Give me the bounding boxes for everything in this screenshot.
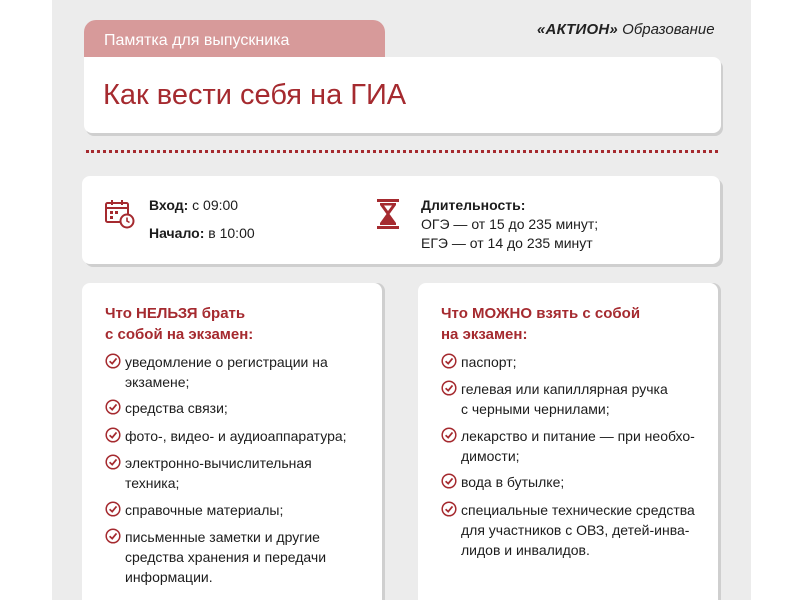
item-line: лекарство и питание — при необхо- <box>461 428 695 444</box>
item-line: с черными чернилами; <box>461 401 610 417</box>
page-title: Как вести себя на ГИА <box>103 79 407 111</box>
list-item <box>105 453 380 493</box>
entry-value: с 09:00 <box>192 197 239 213</box>
start-line <box>149 223 255 243</box>
check-circle-icon <box>105 353 121 369</box>
list-item-text <box>125 426 380 446</box>
item-line: письменные заметки и другие <box>125 529 320 545</box>
duration-ege: ЕГЭ — от 14 до 235 минут <box>421 235 593 251</box>
list-item <box>105 398 380 418</box>
brand <box>537 21 715 39</box>
item-line: вода в бутылке; <box>461 474 565 490</box>
item-line: фото-, видео- и аудиоаппаратура; <box>125 428 347 444</box>
title-card <box>84 57 721 133</box>
check-circle-icon <box>105 399 121 415</box>
item-line: паспорт; <box>461 354 517 370</box>
list-item-text <box>461 500 716 560</box>
brand-logo: «АКТИОН» <box>537 21 618 38</box>
duration-oge: ОГЭ — от 15 до 235 минут; <box>421 216 599 232</box>
start-value: в 10:00 <box>208 225 255 241</box>
list-item <box>441 379 716 419</box>
item-line: димости; <box>461 448 520 464</box>
list-item-text <box>461 352 716 372</box>
list-item <box>105 426 380 446</box>
heading-line: с собой на экзамен: <box>105 326 254 343</box>
list-item <box>441 426 716 466</box>
heading-line: Что МОЖНО взять с собой <box>441 305 641 322</box>
forbidden-heading <box>105 303 375 345</box>
entry-line <box>149 195 238 215</box>
item-line: справочные материалы; <box>125 502 284 518</box>
item-line: техника; <box>125 475 180 491</box>
item-line: специальные технические средства <box>461 502 695 518</box>
list-item-text <box>461 472 716 492</box>
list-item <box>105 527 380 587</box>
memo-tag: Памятка для выпускника <box>84 20 385 58</box>
list-item <box>105 500 380 520</box>
list-item <box>441 352 716 372</box>
item-line: уведомление о регистрации на <box>125 354 328 370</box>
list-item-text <box>461 426 716 466</box>
list-item-text <box>461 379 716 419</box>
heading-line: на экзамен: <box>441 326 528 343</box>
item-line: экзамене; <box>125 374 190 390</box>
check-circle-icon <box>105 501 121 517</box>
schedule-card <box>82 176 720 264</box>
check-circle-icon <box>105 528 121 544</box>
check-circle-icon <box>105 427 121 443</box>
list-item <box>441 472 716 492</box>
list-item <box>105 352 380 392</box>
item-line: средства хранения и передачи <box>125 549 327 565</box>
forbidden-card <box>82 283 382 600</box>
calendar-clock-icon <box>104 198 136 230</box>
item-line: гелевая или капиллярная ручка <box>461 381 668 397</box>
item-line: электронно-вычислительная <box>125 455 312 471</box>
duration-line <box>421 195 525 215</box>
list-item <box>441 500 716 560</box>
list-item-text <box>125 352 380 392</box>
item-line: для участников с ОВЗ, детей-инва- <box>461 522 690 538</box>
start-label: Начало: <box>149 225 205 241</box>
check-circle-icon <box>105 454 121 470</box>
heading-line: Что НЕЛЬЗЯ брать <box>105 305 246 322</box>
list-item-text <box>125 500 380 520</box>
item-line: средства связи; <box>125 400 228 416</box>
check-circle-icon <box>441 353 457 369</box>
item-line: информации. <box>125 569 213 585</box>
duration-label: Длительность: <box>421 197 526 213</box>
list-item-text <box>125 527 380 587</box>
check-circle-icon <box>441 427 457 443</box>
check-circle-icon <box>441 501 457 517</box>
item-line: лидов и инвалидов. <box>461 542 590 558</box>
entry-label: Вход: <box>149 197 189 213</box>
allowed-card <box>418 283 718 600</box>
hourglass-icon <box>375 198 401 230</box>
check-circle-icon <box>441 473 457 489</box>
allowed-heading <box>441 303 711 345</box>
dotted-divider <box>86 150 718 153</box>
list-item-text <box>125 398 380 418</box>
check-circle-icon <box>441 380 457 396</box>
list-item-text <box>125 453 380 493</box>
brand-suffix: Образование <box>622 21 715 38</box>
